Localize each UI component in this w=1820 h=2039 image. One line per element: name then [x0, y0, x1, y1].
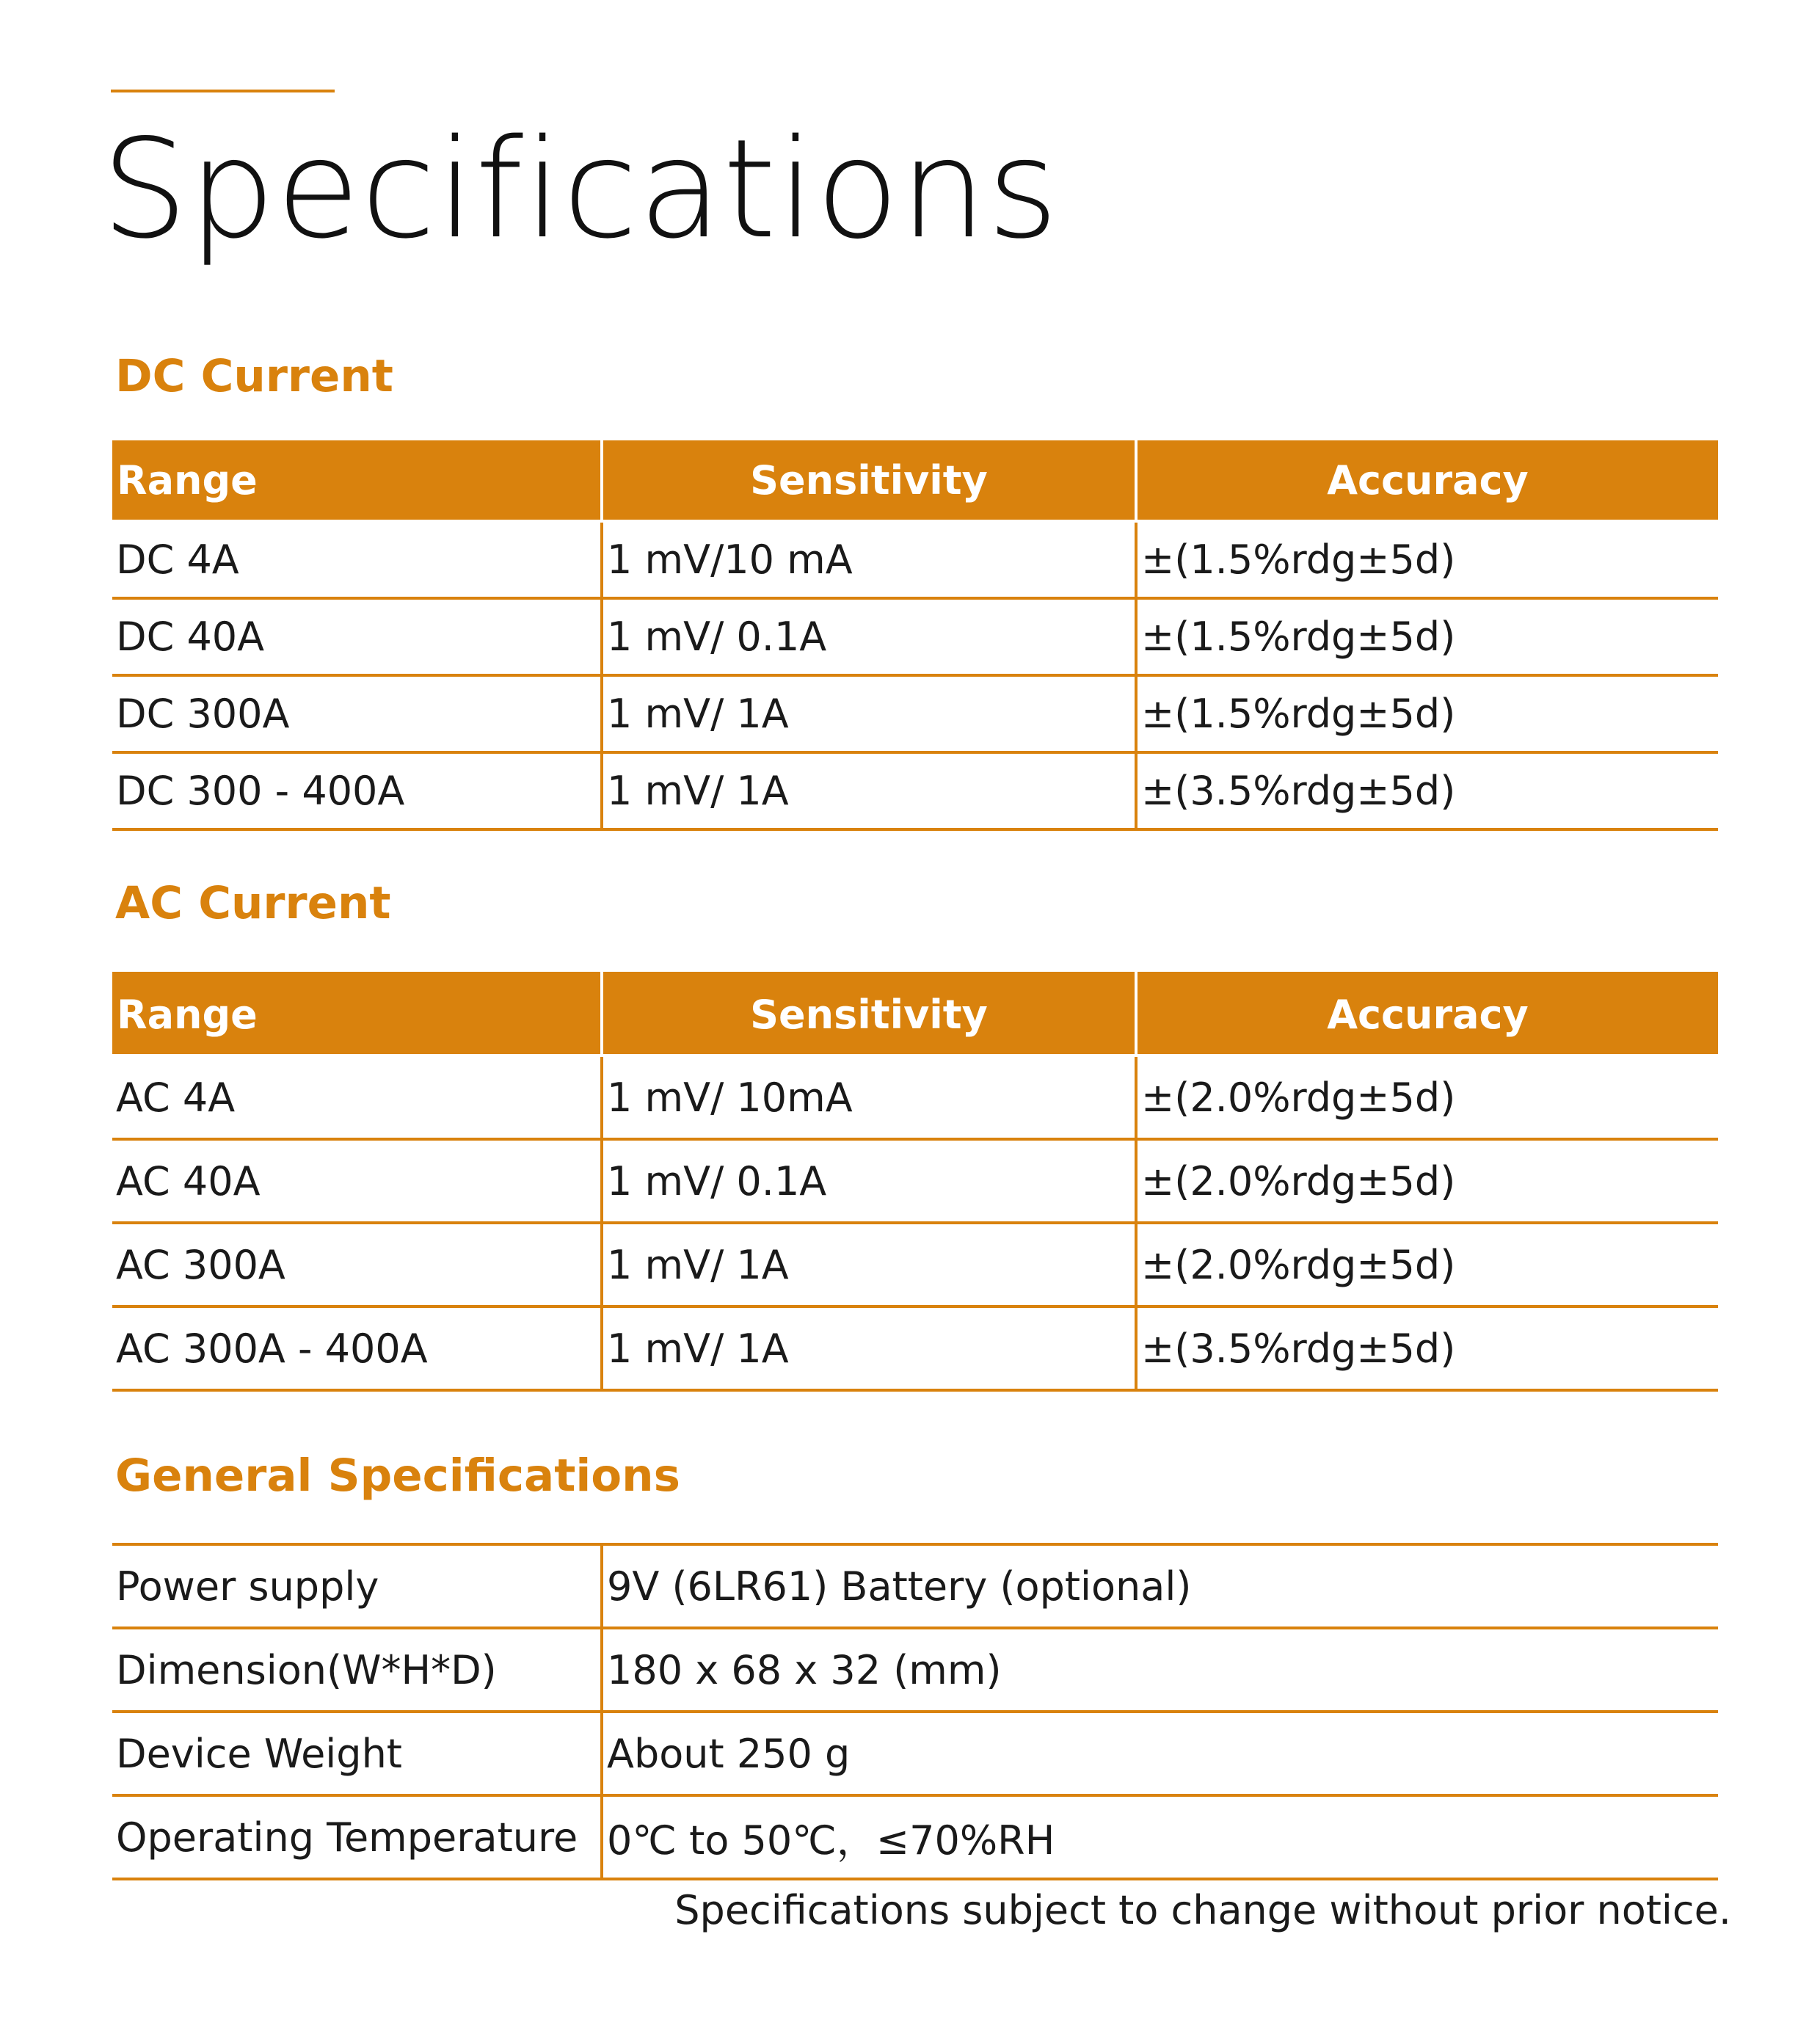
table-row — [112, 1055, 1718, 1139]
table-row — [112, 675, 1718, 752]
column-header-range: Range — [112, 440, 602, 521]
accuracy-cell: ±(3.5%rdg±5d) — [1136, 752, 1718, 829]
ac-current-heading: AC Current — [115, 877, 391, 929]
range-cell: AC 300A - 400A — [112, 1306, 602, 1390]
accuracy-cell: ±(1.5%rdg±5d) — [1136, 521, 1718, 598]
table-row — [112, 598, 1718, 675]
sensitivity-cell: 1 mV/ 1A — [602, 1306, 1136, 1390]
column-header-sensitivity: Sensitivity — [602, 440, 1136, 521]
range-cell: DC 4A — [112, 521, 602, 598]
table-row — [112, 1544, 1718, 1628]
sensitivity-cell: 1 mV/ 0.1A — [602, 598, 1136, 675]
column-header-sensitivity: Sensitivity — [602, 973, 1136, 1055]
accuracy-cell: ±(1.5%rdg±5d) — [1136, 675, 1718, 752]
table-row — [112, 1795, 1718, 1879]
column-header-range: Range — [112, 973, 602, 1055]
column-header-accuracy: Accuracy — [1136, 440, 1718, 521]
sensitivity-cell: 1 mV/ 10mA — [602, 1055, 1136, 1139]
table-header-row — [112, 440, 1718, 521]
sensitivity-cell: 1 mV/ 1A — [602, 752, 1136, 829]
table-row — [112, 1306, 1718, 1390]
spec-name-cell: Power supply — [112, 1544, 602, 1628]
accuracy-cell: ±(2.0%rdg±5d) — [1136, 1139, 1718, 1223]
ac-current-table — [112, 972, 1718, 1392]
general-specifications-heading: General Specifications — [115, 1450, 680, 1502]
sensitivity-cell: 1 mV/10 mA — [602, 521, 1136, 598]
range-cell: DC 300 - 400A — [112, 752, 602, 829]
accuracy-cell: ±(1.5%rdg±5d) — [1136, 598, 1718, 675]
title-accent-rule — [111, 90, 335, 92]
table-row — [112, 752, 1718, 829]
dc-current-table — [112, 440, 1718, 831]
column-header-accuracy: Accuracy — [1136, 973, 1718, 1055]
table-row — [112, 1628, 1718, 1712]
range-cell: AC 40A — [112, 1139, 602, 1223]
spec-value-cell: 180 x 68 x 32 (mm) — [602, 1628, 1718, 1712]
sensitivity-cell: 1 mV/ 1A — [602, 675, 1136, 752]
range-cell: DC 40A — [112, 598, 602, 675]
table-row — [112, 1139, 1718, 1223]
spec-name-cell: Device Weight — [112, 1712, 602, 1795]
table-header-row — [112, 973, 1718, 1055]
spec-name-cell: Operating Temperature — [112, 1795, 602, 1879]
range-cell: DC 300A — [112, 675, 602, 752]
accuracy-cell: ±(2.0%rdg±5d) — [1136, 1055, 1718, 1139]
spec-value-cell: 9V (6LR61) Battery (optional) — [602, 1544, 1718, 1628]
spec-value-cell: About 250 g — [602, 1712, 1718, 1795]
spec-name-cell: Dimension(W*H*D) — [112, 1628, 602, 1712]
table-row — [112, 1712, 1718, 1795]
table-row — [112, 521, 1718, 598]
accuracy-cell: ±(2.0%rdg±5d) — [1136, 1223, 1718, 1306]
sensitivity-cell: 1 mV/ 0.1A — [602, 1139, 1136, 1223]
general-specifications-table — [112, 1543, 1718, 1880]
page-title: Specifications — [101, 109, 1060, 269]
footnote: Specifications subject to change without prior notice. — [674, 1887, 1731, 1933]
sensitivity-cell: 1 mV/ 1A — [602, 1223, 1136, 1306]
table-row — [112, 1223, 1718, 1306]
range-cell: AC 300A — [112, 1223, 602, 1306]
accuracy-cell: ±(3.5%rdg±5d) — [1136, 1306, 1718, 1390]
range-cell: AC 4A — [112, 1055, 602, 1139]
spec-value-cell: 0℃ to 50℃，≤70%RH — [602, 1795, 1718, 1879]
dc-current-heading: DC Current — [115, 350, 393, 402]
